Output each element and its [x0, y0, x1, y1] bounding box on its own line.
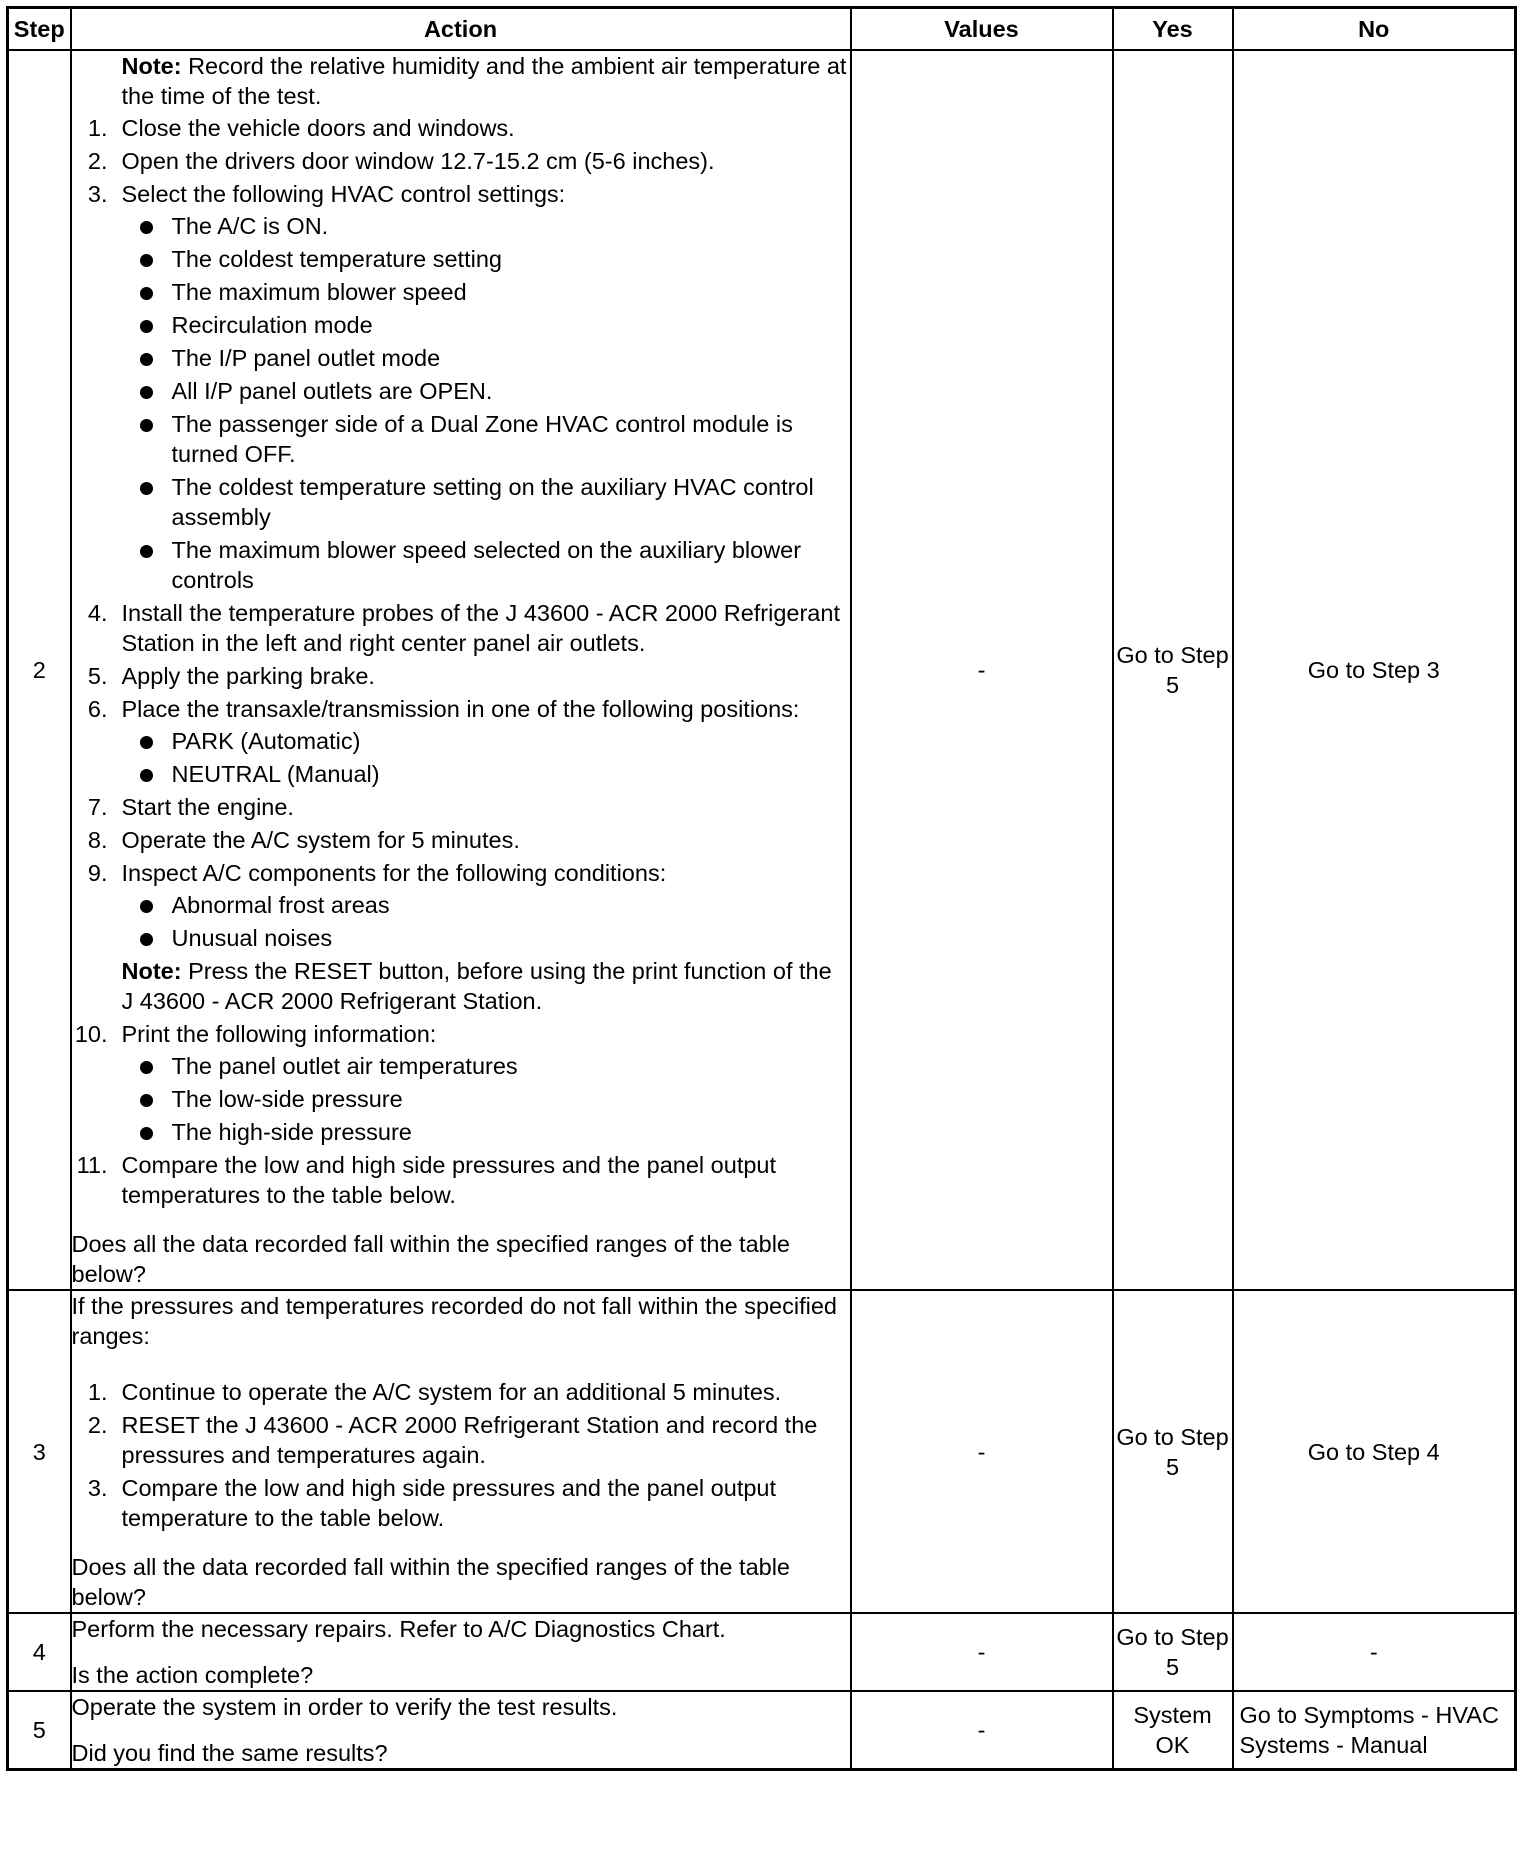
bullet-item: The panel outlet air temperatures — [122, 1051, 850, 1081]
bullet-item: Recirculation mode — [122, 310, 850, 340]
question: Does all the data recorded fall within the specified ranges of the table below? — [71, 1554, 790, 1610]
header-action: Action — [71, 8, 851, 51]
item-text: Place the transaxle/transmission in one of the following positions: — [121, 696, 800, 722]
bullet-item: The passenger side of a Dual Zone HVAC control module is turned OFF. — [122, 409, 850, 469]
list-item — [72, 825, 850, 855]
no-cell: Go to Symptoms - HVAC Systems - Manual — [1233, 1691, 1516, 1770]
list-item — [72, 1410, 850, 1470]
bullet-item: The maximum blower speed selected on the auxiliary blower controls — [122, 535, 850, 595]
header-yes: Yes — [1113, 8, 1233, 51]
bullet-list — [122, 726, 850, 789]
values-cell: - — [851, 1290, 1113, 1613]
list-item — [72, 661, 850, 691]
yes-cell: Go to Step 5 — [1113, 1613, 1233, 1691]
values-cell: - — [851, 1691, 1113, 1770]
action-cell — [71, 1290, 851, 1613]
action-text: Operate the system in order to verify the test results. — [71, 1694, 618, 1720]
item-number: 6. — [87, 696, 108, 722]
action-cell — [71, 50, 851, 1290]
intro-text: If the pressures and temperatures recorded do not fall within the specified ranges: — [71, 1293, 837, 1349]
bullet-item: The maximum blower speed — [122, 277, 850, 307]
list-item — [72, 598, 850, 658]
action-cell — [71, 1613, 851, 1691]
action-text: Perform the necessary repairs. Refer to A/C Diagnostics Chart. — [71, 1616, 726, 1642]
item-text: Operate the A/C system for 5 minutes. — [121, 827, 520, 853]
note-label: Note: — [121, 53, 182, 79]
bullet-item: The low-side pressure — [122, 1084, 850, 1114]
bullet-item: Abnormal frost areas — [122, 890, 850, 920]
header-step: Step — [8, 8, 71, 51]
note-label: Note: — [121, 958, 182, 984]
question: Is the action complete? — [71, 1662, 314, 1688]
values-cell: - — [851, 50, 1113, 1290]
item-text: Print the following information: — [121, 1021, 437, 1047]
action-steps — [72, 1377, 850, 1533]
bullet-item: The A/C is ON. — [122, 211, 850, 241]
bullet-item: The high-side pressure — [122, 1117, 850, 1147]
item-text: Select the following HVAC control settings: — [121, 181, 566, 207]
action-steps — [72, 113, 850, 1210]
table-row-step-4 — [8, 1613, 1516, 1691]
list-item — [72, 1473, 850, 1533]
bullet-item: Unusual noises — [122, 923, 850, 953]
header-no: No — [1233, 8, 1516, 51]
yes-cell: System OK — [1113, 1691, 1233, 1770]
question: Does all the data recorded fall within the specified ranges of the table below? — [71, 1231, 790, 1287]
step-number: 4 — [8, 1613, 71, 1691]
bullet-item: The coldest temperature setting — [122, 244, 850, 274]
list-item — [72, 1377, 850, 1407]
item-text: Compare the low and high side pressures and the panel output temperatures to the table below. — [121, 1152, 777, 1208]
item-number: 1. — [87, 1379, 108, 1405]
list-item — [72, 1150, 850, 1210]
step-number: 5 — [8, 1691, 71, 1770]
item-text: Close the vehicle doors and windows. — [121, 115, 515, 141]
item-number: 11. — [76, 1152, 108, 1178]
item-number: 9. — [87, 860, 108, 886]
table-row-step-5 — [8, 1691, 1516, 1770]
list-item — [72, 179, 850, 595]
item-number: 5. — [87, 663, 108, 689]
note — [122, 956, 850, 1016]
item-number: 10. — [74, 1021, 108, 1047]
item-number: 2. — [87, 148, 108, 174]
item-number: 3. — [87, 181, 108, 207]
item-number: 7. — [87, 794, 108, 820]
header-row — [8, 8, 1516, 51]
note-text: Record the relative humidity and the ambient air temperature at the time of the test. — [121, 53, 847, 109]
item-text: Open the drivers door window 12.7-15.2 cm (5-6 inches). — [121, 148, 715, 174]
item-number: 3. — [87, 1475, 108, 1501]
item-text: RESET the J 43600 - ACR 2000 Refrigerant Station and record the pressures and temperatures again. — [121, 1412, 818, 1468]
values-cell: - — [851, 1613, 1113, 1691]
note-text: Press the RESET button, before using the print function of the J 43600 - ACR 2000 Refrigerant Station. — [121, 958, 832, 1014]
item-text: Start the engine. — [121, 794, 294, 820]
step-number: 2 — [8, 50, 71, 1290]
bullet-list — [122, 211, 850, 595]
step-number: 3 — [8, 1290, 71, 1613]
bullet-list — [122, 890, 850, 953]
note — [72, 51, 850, 111]
item-number: 1. — [87, 115, 108, 141]
item-text: Continue to operate the A/C system for an additional 5 minutes. — [121, 1379, 782, 1405]
diagnostic-table-page — [6, 6, 1514, 1771]
bullet-item: The coldest temperature setting on the auxiliary HVAC control assembly — [122, 472, 850, 532]
item-number: 2. — [87, 1412, 108, 1438]
list-item — [72, 1019, 850, 1147]
item-text: Apply the parking brake. — [121, 663, 375, 689]
list-item — [72, 146, 850, 176]
list-item — [72, 113, 850, 143]
no-cell: Go to Step 3 — [1233, 50, 1516, 1290]
yes-cell: Go to Step 5 — [1113, 50, 1233, 1290]
action-cell — [71, 1691, 851, 1770]
item-text: Inspect A/C components for the following conditions: — [121, 860, 667, 886]
item-number: 8. — [87, 827, 108, 853]
item-number: 4. — [87, 600, 108, 626]
yes-cell: Go to Step 5 — [1113, 1290, 1233, 1613]
no-cell: - — [1233, 1613, 1516, 1691]
bullet-item: NEUTRAL (Manual) — [122, 759, 850, 789]
table-row-step-3 — [8, 1290, 1516, 1613]
diagnostic-table — [6, 6, 1517, 1771]
bullet-item: PARK (Automatic) — [122, 726, 850, 756]
list-item — [72, 792, 850, 822]
table-row-step-2 — [8, 50, 1516, 1290]
item-text: Compare the low and high side pressures and the panel output temperature to the table below. — [121, 1475, 777, 1531]
question: Did you find the same results? — [71, 1740, 388, 1766]
no-cell: Go to Step 4 — [1233, 1290, 1516, 1613]
list-item — [72, 858, 850, 1016]
bullet-item: The I/P panel outlet mode — [122, 343, 850, 373]
bullet-item: All I/P panel outlets are OPEN. — [122, 376, 850, 406]
bullet-list — [122, 1051, 850, 1147]
header-values: Values — [851, 8, 1113, 51]
item-text: Install the temperature probes of the J 43600 - ACR 2000 Refrigerant Station in the left and right center panel air outlets. — [121, 600, 840, 656]
list-item — [72, 694, 850, 789]
